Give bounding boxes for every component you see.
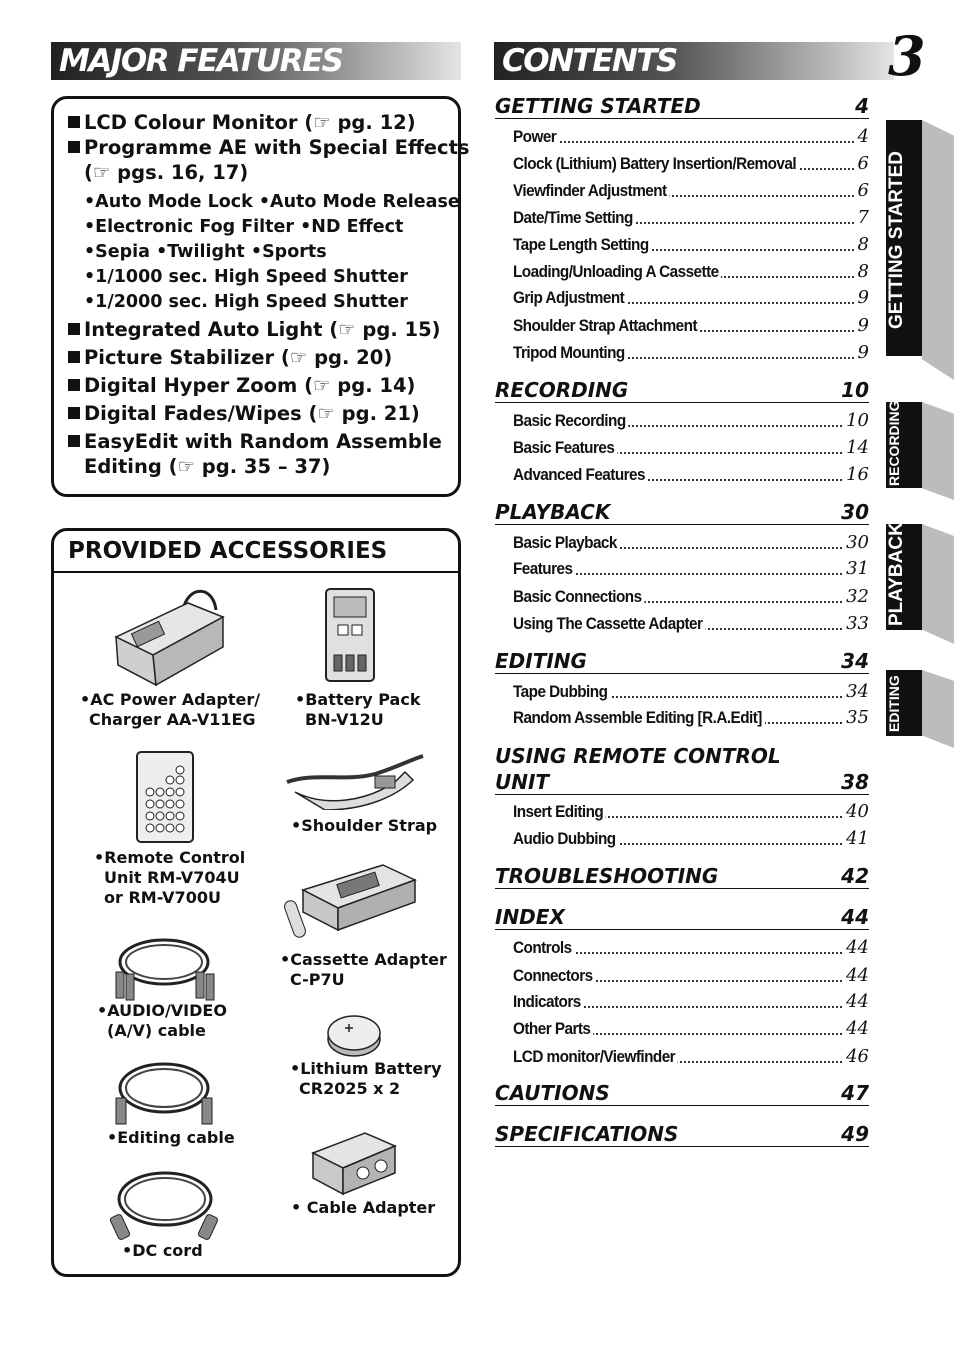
accessory-label: •Battery Pack xyxy=(295,690,421,709)
accessory-label: •Cassette Adapter xyxy=(280,950,447,969)
toc-entry: Tape Length Setting 8 xyxy=(513,234,869,255)
feature-item: EasyEdit with Random Assemble xyxy=(68,429,453,454)
feature-subitem: •1/1000 sec. High Speed Shutter xyxy=(84,267,408,287)
side-tab-getting-started[interactable]: GETTING STARTED xyxy=(886,120,954,380)
toc-section: PLAYBACK 30 xyxy=(495,500,869,524)
toc-entry: Using The Cassette Adapter 33 xyxy=(513,613,869,634)
contents-header xyxy=(494,42,894,80)
ac-adapter-illustration xyxy=(108,585,228,690)
toc-entry: Date/Time Setting 7 xyxy=(513,207,869,228)
remote-control-illustration xyxy=(135,750,195,845)
contents-title: CONTENTS xyxy=(502,43,677,79)
accessories-title: PROVIDED ACCESSORIES xyxy=(68,538,388,564)
features-list-b xyxy=(68,317,453,479)
toc-entry: Grip Adjustment 9 xyxy=(513,287,869,308)
feature-item: LCD Colour Monitor (☞ pg. 12) xyxy=(68,110,453,135)
accessory-label: • Cable Adapter xyxy=(291,1198,436,1217)
battery-pack-illustration xyxy=(320,585,380,685)
side-tab-editing[interactable]: EDITING xyxy=(886,670,954,748)
feature-item: Integrated Auto Light (☞ pg. 15) xyxy=(68,317,453,342)
toc-entry: Connectors 44 xyxy=(513,965,869,986)
toc-section: CAUTIONS 47 xyxy=(495,1081,869,1105)
toc-entry: Shoulder Strap Attachment 9 xyxy=(513,315,869,336)
accessory-label: •AUDIO/VIDEO xyxy=(97,1001,227,1020)
lithium-battery-illustration xyxy=(325,1013,383,1058)
toc-section: GETTING STARTED 4 xyxy=(495,94,869,118)
feature-item-cont: Editing (☞ pg. 35 – 37) xyxy=(84,455,331,478)
toc-section: SPECIFICATIONS 49 xyxy=(495,1122,869,1146)
toc-section: RECORDING 10 xyxy=(495,378,869,402)
toc-section: USING REMOTE CONTROL UNIT 38 xyxy=(495,744,869,794)
toc-entry: Advanced Features 16 xyxy=(513,464,869,485)
toc-entry: Features 31 xyxy=(513,558,869,579)
accessory-label: •DC cord xyxy=(122,1241,203,1260)
side-tab-recording[interactable]: RECORDING xyxy=(886,402,954,500)
feature-item: Digital Hyper Zoom (☞ pg. 14) xyxy=(68,373,453,398)
toc-entry: Viewfinder Adjustment 6 xyxy=(513,180,869,201)
toc-entry: Insert Editing 40 xyxy=(513,801,869,822)
major-features-header xyxy=(51,42,461,80)
toc-entry: Basic Recording 10 xyxy=(513,410,869,431)
feature-item: Digital Fades/Wipes (☞ pg. 21) xyxy=(68,401,453,426)
accessory-label: •Editing cable xyxy=(107,1128,235,1147)
accessory-label: Unit RM-V704U xyxy=(104,868,240,887)
page-number: 3 xyxy=(888,24,926,88)
accessory-label: or RM-V700U xyxy=(104,888,221,907)
toc-entry: Power 4 xyxy=(513,126,869,147)
accessory-label: •AC Power Adapter/ xyxy=(80,690,261,709)
toc-entry: Indicators 44 xyxy=(513,991,869,1012)
toc-entry: Clock (Lithium) Battery Insertion/Removal 6 xyxy=(513,153,869,174)
toc-entry: Basic Features 14 xyxy=(513,437,869,458)
shoulder-strap-illustration xyxy=(285,752,425,810)
accessories-divider xyxy=(54,571,459,573)
editing-cable-illustration xyxy=(112,1058,217,1126)
major-features-title: MAJOR FEATURES xyxy=(59,43,343,79)
feature-item: Programme AE with Special Effects xyxy=(68,135,453,160)
feature-subitem: •Auto Mode Lock •Auto Mode Release xyxy=(84,192,460,212)
feature-item-cont: (☞ pgs. 16, 17) xyxy=(84,161,249,184)
toc-entry: Other Parts 44 xyxy=(513,1018,869,1039)
accessory-label: CR2025 x 2 xyxy=(299,1079,401,1098)
accessory-label: •Lithium Battery xyxy=(290,1059,442,1078)
feature-subitem: •Electronic Fog Filter •ND Effect xyxy=(84,217,404,237)
accessory-label: Charger AA-V11EG xyxy=(89,710,256,729)
cable-adapter-illustration xyxy=(305,1128,400,1198)
toc-entry: Tripod Mounting 9 xyxy=(513,342,869,363)
av-cable-illustration xyxy=(112,932,217,1002)
toc-entry: Basic Connections 32 xyxy=(513,586,869,607)
toc-entry: Controls 44 xyxy=(513,937,869,958)
toc-entry: LCD monitor/Viewfinder 46 xyxy=(513,1046,869,1067)
accessory-label: BN-V12U xyxy=(305,710,384,729)
toc-section: EDITING 34 xyxy=(495,649,869,673)
toc-entry: Loading/Unloading A Cassette 8 xyxy=(513,261,869,282)
accessory-label: (A/V) cable xyxy=(107,1021,206,1040)
toc-entry: Audio Dubbing 41 xyxy=(513,828,869,849)
accessory-label: •Shoulder Strap xyxy=(291,816,438,835)
toc-entry: Tape Dubbing 34 xyxy=(513,681,869,702)
accessory-label: C-P7U xyxy=(290,970,345,989)
toc-section: INDEX 44 xyxy=(495,905,869,929)
feature-subitem: •Sepia •Twilight •Sports xyxy=(84,242,327,262)
feature-subitem: •1/2000 sec. High Speed Shutter xyxy=(84,292,408,312)
side-tab-playback[interactable]: PLAYBACK xyxy=(886,524,954,644)
toc-entry: Random Assemble Editing [R.A.Edit] 35 xyxy=(513,707,869,728)
features-list-a xyxy=(68,110,470,185)
feature-item: Picture Stabilizer (☞ pg. 20) xyxy=(68,345,453,370)
toc-section: TROUBLESHOOTING 42 xyxy=(495,864,869,888)
accessory-label: •Remote Control xyxy=(94,848,246,867)
dc-cord-illustration xyxy=(110,1165,220,1243)
toc-entry: Basic Playback 30 xyxy=(513,532,869,553)
cassette-adapter-illustration xyxy=(283,860,418,942)
